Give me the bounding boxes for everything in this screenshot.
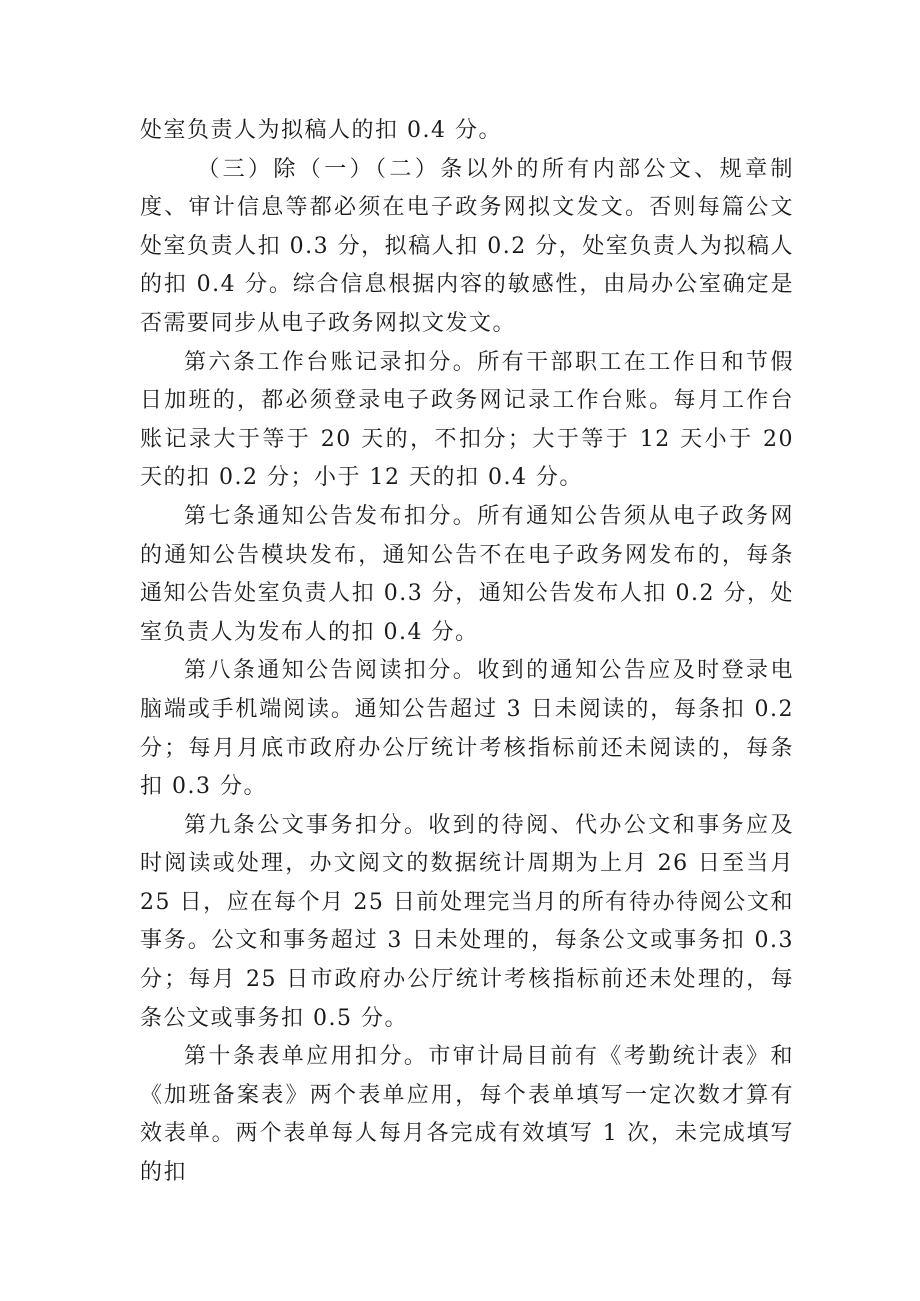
paragraph-article-eight: 第八条通知公告阅读扣分。收到的通知公告应及时登录电脑端或手机端阅读。通知公告超过 3 日未阅读的，每条扣 0.2 分；每月月底市政府办公厅统计考核指标前还未阅读的，每条扣 0.3 分。 [140,658,794,800]
paragraph-article-six: 第六条工作台账记录扣分。所有干部职工在工作日和节假日加班的，都必须登录电子政务网记录工作台账。每月工作台账记录大于等于 20 天的，不扣分；大于等于 12 天小于 20 天的扣 0.2 分；小于 12 天的扣 0.4 分。 [140,349,794,491]
paragraph-article-seven: 第七条通知公告发布扣分。所有通知公告须从电子政务网的通知公告模块发布，通知公告不在电子政务网发布的，每条通知公告处室负责人扣 0.3 分，通知公告发布人扣 0.2 分，处室负责人为发布人的扣 0.4 分。 [140,503,794,645]
paragraph-article-nine: 第九条公文事务扣分。收到的待阅、代办公文和事务应及时阅读或处理，办文阅文的数据统计周期为上月 26 日至当月 25 日，应在每个月 25 日前处理完当月的所有待办待阅公文和事务。公文和事务超过 3 日未处理的，每条公文或事务扣 0.3 分；每月 25 日市政府办公厅统计考核指标前还未处理的，每条公文或事务扣 0.5 分。 [140,812,794,1031]
paragraph-clause-three: （三）除（一）（二）条以外的所有内部公文、规章制度、审计信息等都必须在电子政务网拟文发文。否则每篇公文处室负责人扣 0.3 分，拟稿人扣 0.2 分，处室负责人为拟稿人的扣 0.4 分。综合信息根据内容的敏感性，由局办公室确定是否需要同步从电子政务网拟文发文。 [140,156,794,336]
document-body [140,112,794,1193]
paragraph-article-ten: 第十条表单应用扣分。市审计局目前有《考勤统计表》和《加班备案表》两个表单应用，每个表单填写一定次数才算有效表单。两个表单每人每月各完成有效填写 1 次，未完成填写的扣 [140,1044,794,1186]
paragraph-continuation: 处室负责人为拟稿人的扣 0.4 分。 [140,118,502,143]
